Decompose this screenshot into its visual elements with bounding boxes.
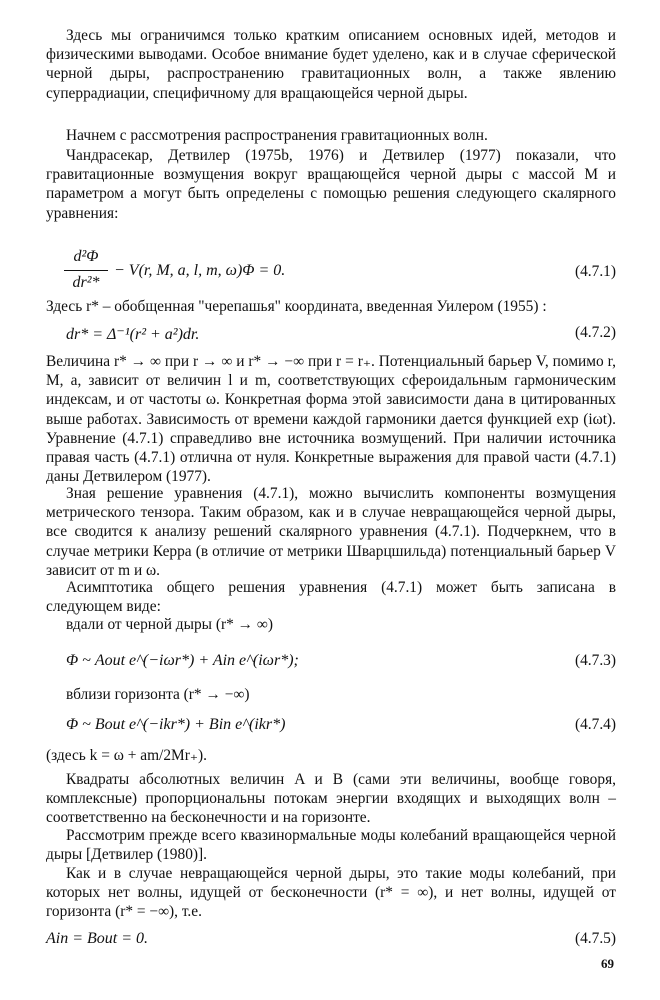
fraction-numerator: d²Φ: [73, 248, 99, 265]
equation-fraction: [64, 248, 108, 292]
fraction-bar: [64, 270, 108, 271]
paragraph-intro: Здесь мы ограничимся только кратким описанием основных идей, методов и физическими выводами. Особое внимание будет уделено, как и в случае сферической черной дыры, распространению гравитационных волн, а также явлению суперрадиации, специфичному для вращающейся черной дыры.: [46, 27, 616, 102]
paragraph-solution: Зная решение уравнения (4.7.1), можно вычислить компоненты возмущения метрического тензора. Таким образом, как и в случае невращающейся черной дыры, все сводится к анализу решений скалярного уравнения (4.7.1). Подчеркнем, что в случае метрики Керра (в отличие от метрики Шварцшильда) потенциальный барьер V зависит от m и ω.: [46, 485, 616, 579]
equation-4-7-3: Φ ~ Aout e^(−iωr*) + Ain e^(iωr*);: [66, 652, 299, 669]
equation-4-7-4: Φ ~ Bout e^(−ikr*) + Bin e^(ikr*): [66, 716, 286, 733]
equation-4-7-1: − V(r, M, a, l, m, ω)Φ = 0.: [114, 262, 286, 279]
paragraph-tortoise: Здесь r* – обобщенная "черепашья" координата, введенная Уилером (1955) :: [46, 298, 547, 315]
equation-number-4-7-1: (4.7.1): [574, 263, 616, 280]
page-number: 69: [601, 956, 614, 971]
equation-4-7-5: Ain = Bout = 0.: [46, 930, 149, 947]
fraction-denominator: dr²*: [72, 274, 100, 291]
paragraph-potential: Величина r* → ∞ при r → ∞ и r* → −∞ при r = r₊. Потенциальный барьер V, помимо r, M, a, зависит от величин l и m, соответствующих сфероидальным гармоническим индексам, и от частоты ω. Конкретная форма этой зависимости дана в цитированных выше работах. Зависимость от времени каждой гармоники дается функцией exp (iωt). Уравнение (4.7.1) справедливо вне источника возмущений. При наличии источника правая часть (4.7.1) отлична от нуля. Конкретные выражения для правой части (4.7.1) даны Детвилером (1977).: [46, 353, 616, 486]
paragraph-modes: Как и в случае невращающейся черной дыры, это такие моды колебаний, при которых нет волны, идущей от бесконечности (r* = ∞), и нет волны, идущей от горизонта (r* = −∞), т.е.: [46, 865, 616, 921]
near-label: вблизи горизонта (r* → −∞): [66, 686, 250, 703]
equation-number-4-7-3: (4.7.3): [574, 652, 616, 669]
equation-number-4-7-4: (4.7.4): [574, 716, 616, 733]
equation-number-4-7-5: (4.7.5): [574, 930, 616, 947]
paragraph-chandrasekhar: Чандрасекар, Детвилер (1975b, 1976) и Детвилер (1977) показали, что гравитационные возмущения вокруг вращающейся черной дыры с массой M и параметром a могут быть определены с помощью решения следующего скалярного уравнения:: [46, 147, 616, 222]
far-label: вдали от черной дыры (r* → ∞): [66, 616, 273, 633]
paragraph-asymptotics: Асимптотика общего решения уравнения (4.7.1) может быть записана в следующем виде:: [46, 579, 616, 616]
paragraph-amplitudes: Квадраты абсолютных величин A и B (сами эти величины, вообще говоря, комплексные) пропорциональны потокам энергии входящих и выходящих волн – соответственно на бесконечности и на горизонте.: [46, 771, 616, 827]
paragraph-start: Начнем с рассмотрения распространения гравитационных волн.: [66, 127, 488, 144]
paragraph-quasinormal: Рассмотрим прежде всего квазинормальные моды колебаний вращающейся черной дыры [Детвилер (1980)].: [46, 827, 616, 864]
equation-4-7-2: dr* = Δ⁻¹(r² + a²)dr.: [66, 326, 200, 343]
equation-number-4-7-2: (4.7.2): [574, 324, 616, 341]
where-clause: (здесь k = ω + am/2Mr₊).: [46, 747, 207, 764]
